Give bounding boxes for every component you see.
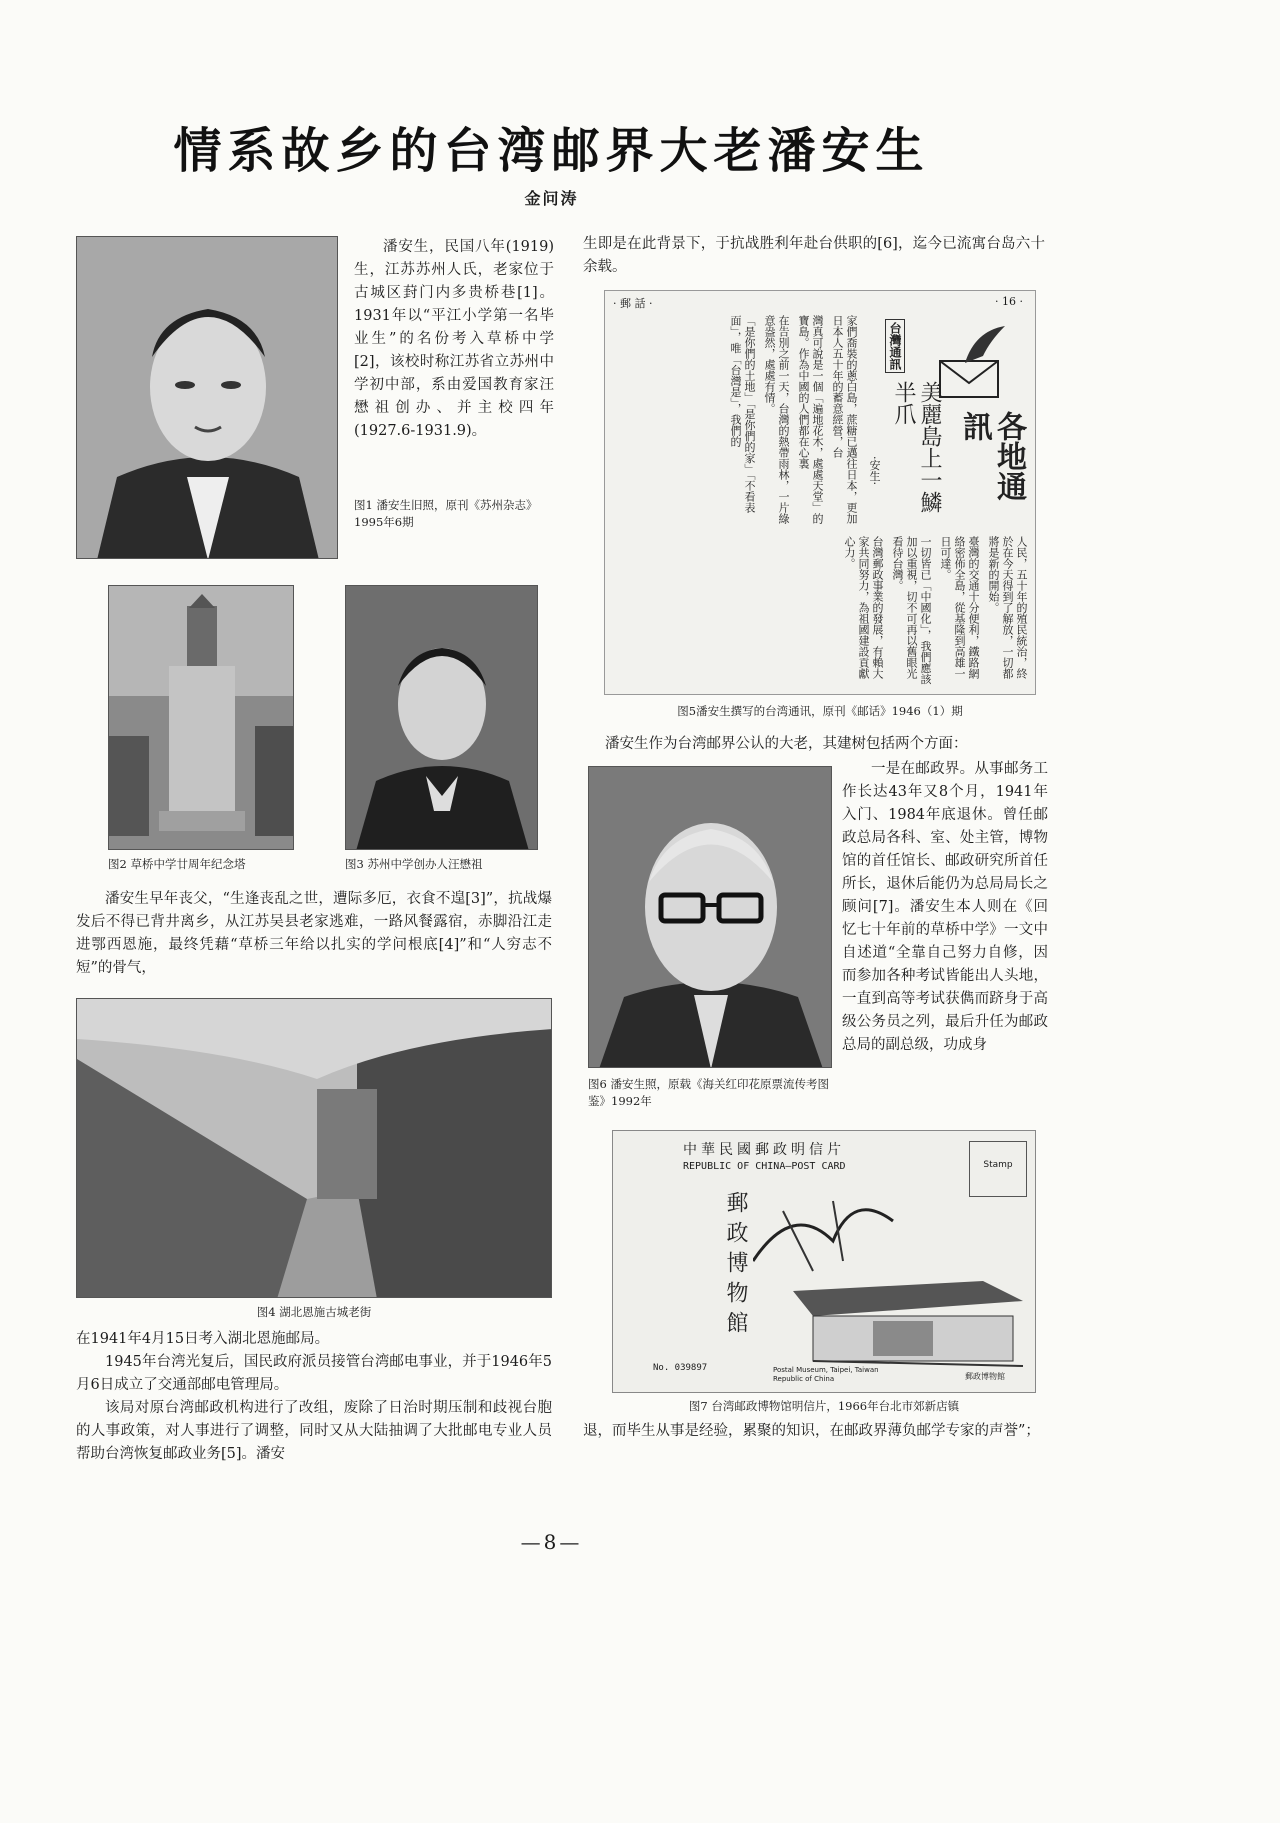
enshi-exam-paragraph: 在1941年4月15日考入湖北恩施邮局。 [76, 1331, 330, 1347]
reorganization-paragraph: 该局对原台湾邮政机构进行了改组，废除了日治时期压制和歧视台胞的人事政策，对人事进行了调整，同时又从大陆抽调了大批邮电专业人员帮助台湾恢复邮政业务[5]。潘安 [76, 1400, 552, 1462]
postcard-title-cn: 中華民國郵政明信片 [683, 1142, 845, 1158]
fig1-caption: 图1 潘安生旧照，原刊《苏州杂志》1995年6期 [354, 498, 538, 529]
postal-career-paragraph: 一是在邮政界。从事邮务工作长达43年又8个月，1941年入门、1984年底退休。曾任邮政总局各科、室、处主管，博物馆的首任馆长、邮政研究所首任所长，退休后能仍为总局局长之顾问[7]。潘安生本人则在《回忆七十年前的草桥中学》一文中自述道“全靠自己努力自修，因而参加各种考试皆能出人头地，一直到高等考试获儁而跻身于高级公务员之列，最后升任为邮政总局的副总级，功成身 [842, 761, 1048, 1053]
fig4-caption: 图4 湖北恩施古城老街 [256, 1305, 372, 1319]
clip-column: 在告別之前一天，台灣的熱帶雨林，一片綠意盎然，處處有情。 [763, 315, 790, 524]
reputation-paragraph: 退，而毕生从事是经验，累聚的知识，在邮政界薄负邮学专家的声誉”； [583, 1423, 1040, 1439]
fig6-caption: 图6 潘安生照，原载《海关红印花原票流传考图鉴》1992年 [588, 1077, 829, 1108]
page-number: —8— [520, 1530, 583, 1554]
postcard-museum-chars: 郵政博物館 [723, 1191, 748, 1341]
postcard-printed-cn: 郵政博物館 [965, 1372, 1005, 1381]
clip-header-right: · 16 · [995, 295, 1023, 308]
clip-column: 「是你們的土地」「是你們的家」「不看表面」，唯「台灣是」，我們的 [729, 315, 756, 513]
postcard-printed-en: Postal Museum, Taipei, Taiwan Republic of China [773, 1366, 879, 1383]
clip-headline: 美麗島上一鱗半爪 [891, 381, 942, 513]
fig2-caption: 图2 草桥中学廿周年纪念塔 [108, 857, 246, 871]
clip-byline: ·安生· [868, 456, 881, 485]
clip-column: 灣真可說是一個「遍地花木，處處天堂」的寶島。作為中國的人們都在心裏 [797, 315, 824, 524]
clip-column: 臺灣的交通十分便利，鐵路網絡密佈全島，從基隆到高雄一日可達。 [939, 536, 980, 679]
clip-column: 台灣郵政事業的發展，有賴大家共同努力，為祖國建設貢獻心力。 [843, 536, 884, 679]
intro-paragraph: 潘安生，民国八年(1919)生，江苏苏州人氏，老家位于古城区葑门内多贵桥巷[1]。1931年以“平江小学第一名毕业生”的名份考入草桥中学[2]，该校时称江苏省立苏州中学初中部，系由爱国教育家汪懋祖创办、并主校四年(1927.6-1931.9)。 [354, 239, 554, 439]
page-title: 情系故乡的台湾邮界大老潘安生 [173, 123, 930, 179]
fig3-caption: 图3 苏州中学创办人汪懋祖 [345, 857, 483, 871]
escape-paragraph: 潘安生早年丧父，“生逢丧乱之世，遭际多厄，衣食不遑[3]”，抗战爆发后不得已背井离乡，从江苏吴县老家逃难，一路风餐露宿，赤脚沿江走进鄂西恩施，最终凭藉“草桥三年给以扎实的学问根底[4]”和“人穷志不短”的骨气， [76, 891, 552, 976]
fig4-old-street-photo [76, 998, 552, 1298]
fig5-caption: 图5潘安生撰写的台湾通讯，原刊《邮话》1946（1）期 [677, 704, 963, 718]
clip-column: 人民，五十年的殖民統治，終於在今天得到了解放，一切都將是新的開始。 [987, 536, 1028, 679]
fig1-portrait-photo [76, 236, 338, 559]
postcard-serial: No. 039897 [653, 1363, 708, 1373]
postcard-stamp-label: Stamp [983, 1160, 1013, 1170]
fig7-postcard [612, 1130, 1036, 1393]
museum-building-drawing [753, 1181, 1033, 1381]
achievements-intro-paragraph: 潘安生作为台湾邮界公认的大老，其建树包括两个方面： [605, 736, 968, 752]
clip-column: 家們喬裝的蔥白島，蔗糖已邁往日本，更加日本人五十年的蓄意經營，台 [831, 315, 858, 524]
clip-column: 一切皆已「中國化」，我們應該加以重視，切不可再以舊眼光看待台灣。 [891, 536, 932, 685]
fig5-newspaper-clipping [604, 290, 1036, 695]
fig7-caption: 图7 台湾邮政博物馆明信片，1966年台北市郊新店镇 [688, 1399, 960, 1413]
fig2-memorial-tower-photo [108, 585, 294, 850]
fig3-founder-portrait-photo [345, 585, 538, 850]
bird-envelope-icon [935, 321, 1015, 401]
author-name: 金问涛 [524, 189, 579, 208]
postcard-title-en: REPUBLIC OF CHINA—POST CARD [683, 1161, 846, 1172]
taiwan-recovery-paragraph: 1945年台湾光复后，国民政府派员接管台湾邮电事业，并于1946年5月6日成立了交通部邮电管理局。 [76, 1354, 552, 1393]
fig1-portrait-drawing [77, 237, 338, 559]
clip-tag: 台灣通訊 [885, 319, 905, 373]
clip-header-left: · 郵 話 · [613, 297, 653, 310]
clip-big-title: 各地通訊 [957, 411, 1026, 501]
fig6-portrait-photo [588, 766, 832, 1068]
arrival-paragraph: 生即是在此背景下，于抗战胜利年赴台供职的[6]，迄今已流寓台岛六十余载。 [583, 236, 1045, 275]
